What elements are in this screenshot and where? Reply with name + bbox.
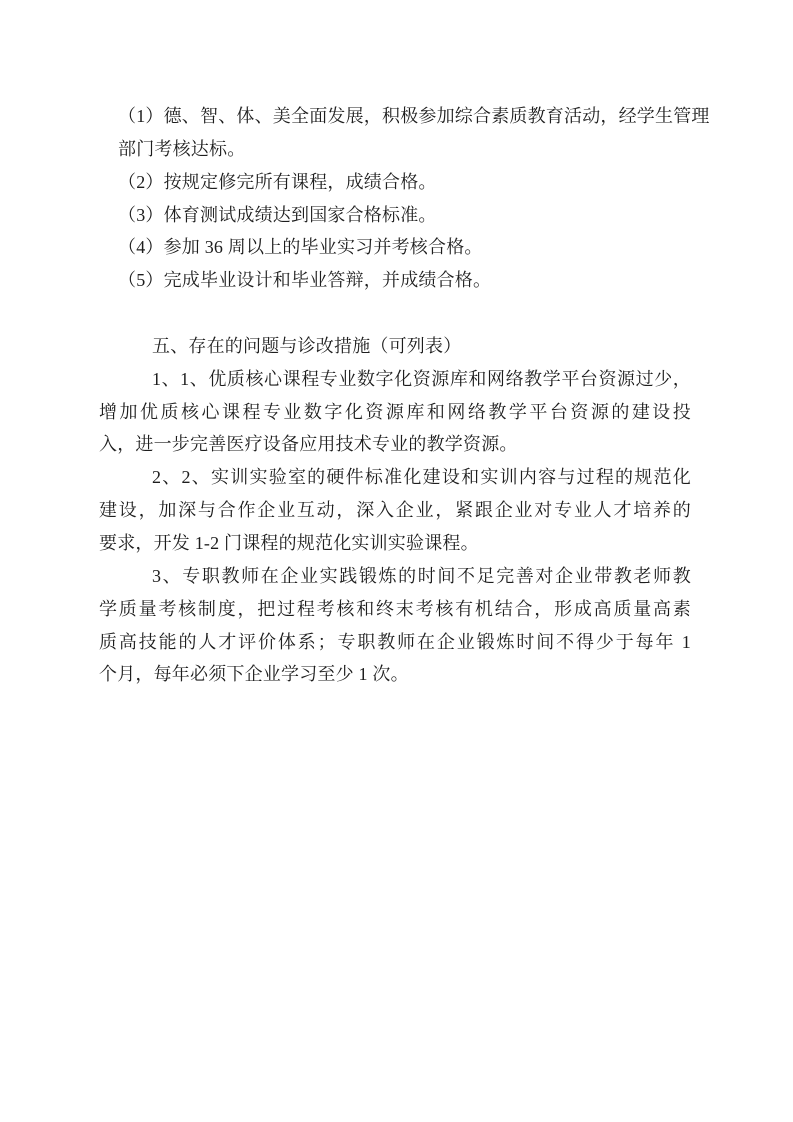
document-line: （2）按规定修完所有课程，成绩合格。 <box>118 171 437 192</box>
document-line: （4）参加 36 周以上的毕业实习并考核合格。 <box>118 237 483 258</box>
document-line: （5）完成毕业设计和毕业答辩，并成绩合格。 <box>118 270 492 291</box>
document-line: 建设，加深与合作企业互动，深入企业，紧跟企业对专业人才培养的 <box>99 500 691 521</box>
document-line: 入，进一步完善医疗设备应用技术专业的教学资源。 <box>99 434 518 455</box>
document-line: 质高技能的人才评价体系；专职教师在企业锻炼时间不得少于每年 1 <box>99 631 691 652</box>
document-line: 要求，开发 1-2 门课程的规范化实训实验课程。 <box>99 532 479 553</box>
document-line: 2、2、实训实验室的硬件标准化建设和实训内容与过程的规范化 <box>152 467 691 488</box>
document-line: （3）体育测试成绩达到国家合格标准。 <box>118 204 437 225</box>
document-line: （1）德、智、体、美全面发展，积极参加综合素质教育活动，经学生管理 <box>118 106 710 126</box>
document-text-block <box>99 100 710 691</box>
document-line: 部门考核达标。 <box>118 138 246 159</box>
document-line: 学质量考核制度，把过程考核和终末考核有机结合，形成高质量高素 <box>99 598 691 619</box>
document-line: 五、存在的问题与诊改措施（可列表） <box>152 335 462 356</box>
blank-line <box>99 297 691 330</box>
document-line: 3、专职教师在企业实践锻炼的时间不足完善对企业带教老师教 <box>152 565 691 586</box>
document-line: 增加优质核心课程专业数字化资源库和网络教学平台资源的建设投 <box>99 401 691 422</box>
document-line: 1、1、优质核心课程专业数字化资源库和网络教学平台资源过少， <box>152 368 691 389</box>
document-line: 个月，每年必须下企业学习至少 1 次。 <box>99 664 409 685</box>
